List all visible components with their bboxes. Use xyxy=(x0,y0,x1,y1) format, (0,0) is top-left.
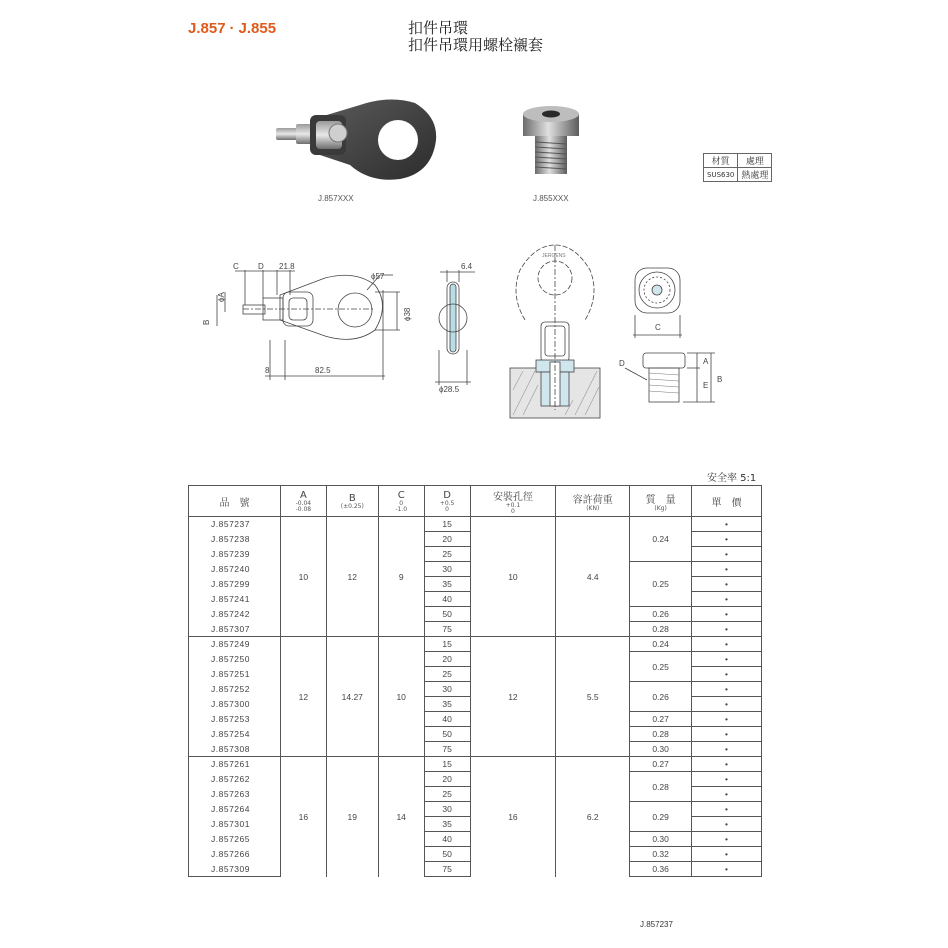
dim-6-4: 6.4 xyxy=(461,262,473,271)
cell-price: • xyxy=(692,682,762,697)
cell-d: 75 xyxy=(424,742,470,757)
part-number: J.857237 xyxy=(189,517,281,532)
part-number: J.857242 xyxy=(189,607,281,622)
part-number: J.857238 xyxy=(189,532,281,547)
cell-d: 50 xyxy=(424,847,470,862)
cell-price: • xyxy=(692,697,762,712)
cell-a: 16 xyxy=(280,757,326,877)
part-number: J.857249 xyxy=(189,637,281,652)
cell-mass: 0.36 xyxy=(630,862,692,877)
cell-price: • xyxy=(692,577,762,592)
col-header: C 0 -1.0 xyxy=(378,486,424,517)
cell-d: 15 xyxy=(424,637,470,652)
dim-bushing-c: C xyxy=(655,323,661,332)
cell-price: • xyxy=(692,772,762,787)
part-number: J.857300 xyxy=(189,697,281,712)
dim-bushing-b: B xyxy=(717,375,723,384)
cell-price: • xyxy=(692,802,762,817)
cell-d: 50 xyxy=(424,607,470,622)
part-number: J.857308 xyxy=(189,742,281,757)
cell-c: 14 xyxy=(378,757,424,877)
cell-d: 30 xyxy=(424,682,470,697)
dim-bushing-e: E xyxy=(703,381,709,390)
bushing-photo xyxy=(515,100,585,180)
cell-price: • xyxy=(692,562,762,577)
photo-caption-bushing: J.855XXX xyxy=(533,194,569,203)
cell-d: 40 xyxy=(424,712,470,727)
col-header: 容許荷重 (KN) xyxy=(556,486,630,517)
cell-price: • xyxy=(692,607,762,622)
cell-d: 15 xyxy=(424,517,470,532)
cell-d: 20 xyxy=(424,532,470,547)
part-number: J.857252 xyxy=(189,682,281,697)
cell-mass: 0.24 xyxy=(630,517,692,562)
edge-view xyxy=(435,270,475,385)
product-name-2: 扣件吊環用螺栓襯套 xyxy=(408,36,544,54)
cell-mass: 0.28 xyxy=(630,727,692,742)
dim-bushing-a: A xyxy=(703,357,709,366)
cell-c: 10 xyxy=(378,637,424,757)
part-number: J.857264 xyxy=(189,802,281,817)
part-number: J.857265 xyxy=(189,832,281,847)
dim-phia: ϕA xyxy=(217,292,226,302)
part-number: J.857266 xyxy=(189,847,281,862)
cell-d: 75 xyxy=(424,862,470,877)
cell-d: 25 xyxy=(424,547,470,562)
cell-price: • xyxy=(692,652,762,667)
cell-price: • xyxy=(692,832,762,847)
material-value: SUS630 xyxy=(704,168,738,182)
cell-d: 50 xyxy=(424,727,470,742)
cell-mass: 0.25 xyxy=(630,652,692,682)
code-j857: J.857 xyxy=(188,20,226,37)
cell-price: • xyxy=(692,667,762,682)
part-number: J.857250 xyxy=(189,652,281,667)
swivel-ring-photo xyxy=(270,95,440,185)
brand-mark: JERGENS xyxy=(542,253,566,259)
cell-b: 12 xyxy=(326,517,378,637)
cell-price: • xyxy=(692,847,762,862)
cell-d: 30 xyxy=(424,802,470,817)
cell-d: 15 xyxy=(424,757,470,772)
material-head: 材質 xyxy=(704,154,738,168)
part-number: J.857240 xyxy=(189,562,281,577)
cell-price: • xyxy=(692,817,762,832)
dim-phi38: ϕ38 xyxy=(403,307,412,321)
cell-mass: 0.26 xyxy=(630,607,692,622)
part-number: J.857307 xyxy=(189,622,281,637)
part-number: J.857251 xyxy=(189,667,281,682)
cell-mass: 0.30 xyxy=(630,742,692,757)
cell-d: 35 xyxy=(424,577,470,592)
cell-mass: 0.28 xyxy=(630,622,692,637)
col-header: 品 號 xyxy=(189,486,281,517)
cell-mass: 0.25 xyxy=(630,562,692,607)
cell-a: 10 xyxy=(280,517,326,637)
part-number: J.857241 xyxy=(189,592,281,607)
part-number: J.857301 xyxy=(189,817,281,832)
part-number: J.857261 xyxy=(189,757,281,772)
cell-d: 35 xyxy=(424,817,470,832)
cell-mass: 0.30 xyxy=(630,832,692,847)
dim-d: D xyxy=(258,262,264,271)
cell-price: • xyxy=(692,532,762,547)
part-number: J.857253 xyxy=(189,712,281,727)
cell-mass: 0.26 xyxy=(630,682,692,712)
cell-price: • xyxy=(692,742,762,757)
product-codes xyxy=(188,20,276,37)
col-header: 單 價 xyxy=(692,486,762,517)
col-header: A -0.04 -0.08 xyxy=(280,486,326,517)
cell-load: 6.2 xyxy=(556,757,630,877)
bushing-views xyxy=(625,268,715,402)
cell-hole: 10 xyxy=(470,517,556,637)
table-row xyxy=(189,757,762,772)
cell-mass: 0.28 xyxy=(630,772,692,802)
cell-d: 20 xyxy=(424,772,470,787)
treatment-head: 處理 xyxy=(738,154,772,168)
cell-d: 25 xyxy=(424,667,470,682)
cell-d: 40 xyxy=(424,832,470,847)
dim-b: B xyxy=(202,319,211,325)
part-number: J.857309 xyxy=(189,862,281,877)
part-number: J.857299 xyxy=(189,577,281,592)
cell-price: • xyxy=(692,592,762,607)
cell-d: 30 xyxy=(424,562,470,577)
photo-caption-ring: J.857XXX xyxy=(318,194,354,203)
cell-d: 25 xyxy=(424,787,470,802)
dim-21-8: 21.8 xyxy=(279,262,295,271)
cell-price: • xyxy=(692,787,762,802)
cell-d: 20 xyxy=(424,652,470,667)
cell-a: 12 xyxy=(280,637,326,757)
cell-price: • xyxy=(692,862,762,877)
part-number: J.857263 xyxy=(189,787,281,802)
spec-table xyxy=(188,485,762,877)
cell-b: 19 xyxy=(326,757,378,877)
dim-c: C xyxy=(233,262,239,271)
cell-price: • xyxy=(692,637,762,652)
col-header: D +0.5 0 xyxy=(424,486,470,517)
table-row xyxy=(189,637,762,652)
col-header: 質 量 (Kg) xyxy=(630,486,692,517)
cell-price: • xyxy=(692,622,762,637)
page-footer-code: J.857237 xyxy=(640,920,673,929)
cell-mass: 0.32 xyxy=(630,847,692,862)
cell-load: 5.5 xyxy=(556,637,630,757)
part-number: J.857239 xyxy=(189,547,281,562)
cell-d: 35 xyxy=(424,697,470,712)
cell-b: 14.27 xyxy=(326,637,378,757)
dim-phi28-5: ϕ28.5 xyxy=(439,385,460,394)
cell-price: • xyxy=(692,547,762,562)
cell-mass: 0.27 xyxy=(630,757,692,772)
part-number: J.857262 xyxy=(189,772,281,787)
part-number: J.857254 xyxy=(189,727,281,742)
technical-drawing xyxy=(195,240,735,420)
cell-d: 75 xyxy=(424,622,470,637)
dim-8: 8 xyxy=(265,366,270,375)
cell-hole: 16 xyxy=(470,757,556,877)
dim-phi57: ϕ57 xyxy=(371,272,385,281)
table-header-row xyxy=(189,486,762,517)
product-name-1: 扣件吊環 xyxy=(408,19,469,37)
code-separator: · xyxy=(229,20,235,37)
material-table xyxy=(703,153,772,182)
cell-load: 4.4 xyxy=(556,517,630,637)
cell-d: 40 xyxy=(424,592,470,607)
cell-mass: 0.29 xyxy=(630,802,692,832)
cell-price: • xyxy=(692,757,762,772)
cell-mass: 0.27 xyxy=(630,712,692,727)
table-row xyxy=(189,517,762,532)
code-j855: J.855 xyxy=(238,20,277,37)
cell-hole: 12 xyxy=(470,637,556,757)
product-names xyxy=(408,20,543,54)
cell-price: • xyxy=(692,712,762,727)
col-header: 安裝孔徑 +0.1 0 xyxy=(470,486,556,517)
cell-price: • xyxy=(692,727,762,742)
installed-section xyxy=(510,245,600,418)
dim-bushing-d: D xyxy=(619,359,625,368)
side-view xyxy=(217,270,400,380)
dim-82-5: 82.5 xyxy=(315,366,331,375)
treatment-value: 熱處理 xyxy=(738,168,772,182)
safety-factor: 安全率 5:1 xyxy=(707,473,757,484)
cell-price: • xyxy=(692,517,762,532)
cell-c: 9 xyxy=(378,517,424,637)
col-header: B (±0.25) xyxy=(326,486,378,517)
cell-mass: 0.24 xyxy=(630,637,692,652)
